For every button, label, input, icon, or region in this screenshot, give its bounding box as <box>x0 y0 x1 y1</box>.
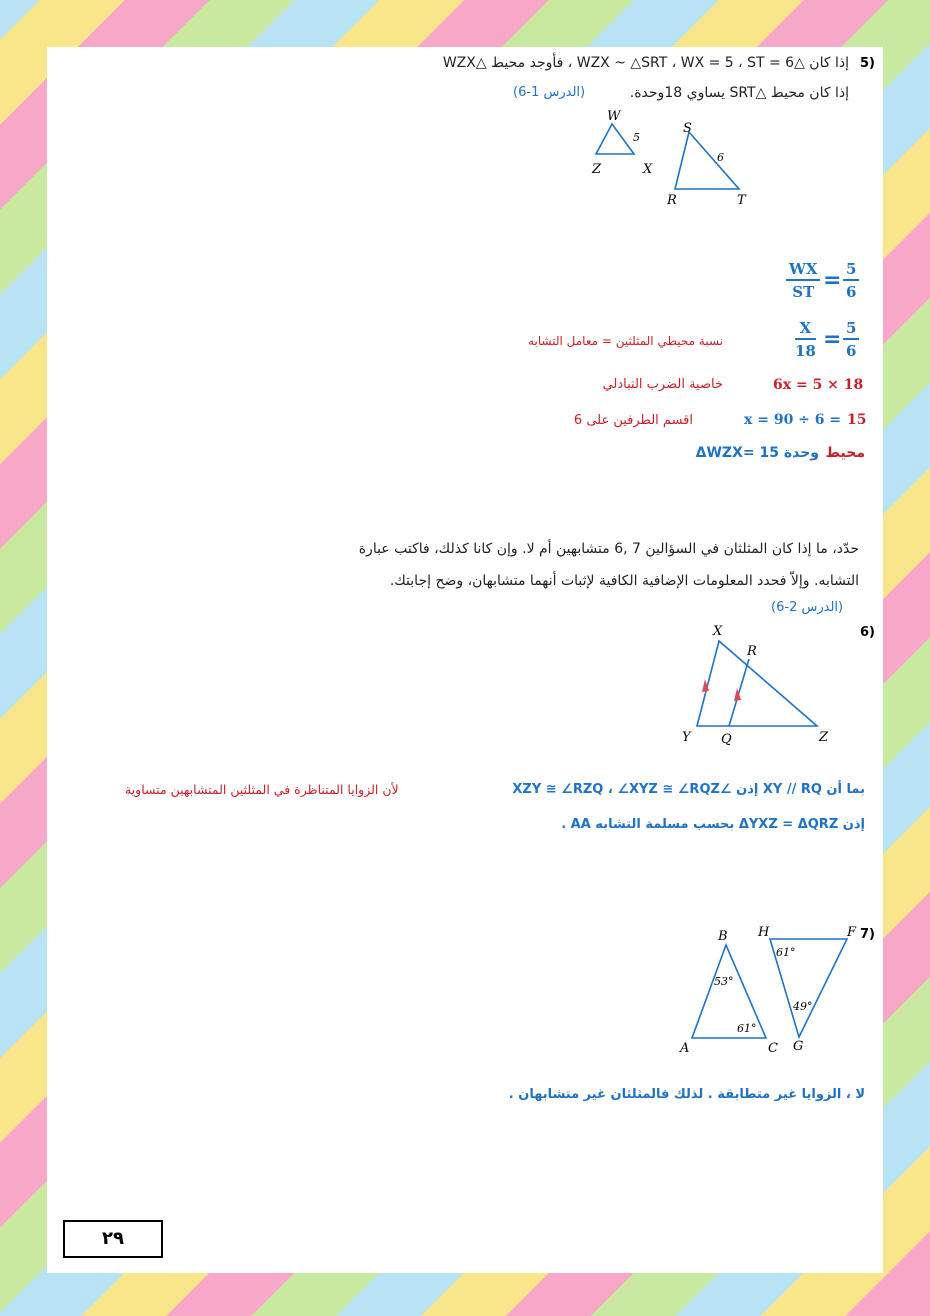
note-perimeter-ratio: نسبة محيطي المثلثين = معامل التشابه <box>528 334 723 348</box>
eq-sign-2: = <box>823 327 842 352</box>
frac-wx: WX <box>786 259 820 281</box>
label-s: S <box>683 121 692 136</box>
frac-18: 18 <box>795 342 816 360</box>
q5-lesson-ref: (الدرس 1-6) <box>513 85 586 100</box>
step-divide: x = 90 ÷ 6 = <box>744 412 842 428</box>
angle-49: 49° <box>793 1000 813 1013</box>
frac-5-6-b <box>843 318 859 362</box>
q5-triangles-figure <box>587 107 807 207</box>
q6-triangle-figure <box>667 619 847 749</box>
q7-number: 7) <box>860 927 875 942</box>
label-x: X <box>643 162 653 177</box>
frac-5-6-a <box>843 259 859 303</box>
label-r: R <box>667 193 677 207</box>
step-divide-value: 15 <box>847 412 867 428</box>
angle-61-c: 61° <box>737 1022 757 1035</box>
label-z: Z <box>592 162 602 177</box>
q7-answer: لا ، الزوايا غير متطابقة . لذلك فالمثلثان غير متشابهان . <box>508 1087 865 1102</box>
frac-6b: 6 <box>846 342 857 360</box>
note-divide: اقسم الطرفين على 6 <box>573 413 693 428</box>
label-x6: X <box>713 624 723 639</box>
frac-x: X <box>795 318 816 340</box>
label-f7: F <box>847 925 857 940</box>
frac-st: ST <box>792 283 815 301</box>
q6-number: 6) <box>860 625 875 640</box>
worksheet-page <box>47 47 883 1273</box>
segment-rq <box>729 659 749 726</box>
intro-line2: التشابه. وإلاّ فحدد المعلومات الإضافية الكافية لإثبات أنهما متشابهان، وضح إجابتك. <box>389 573 859 589</box>
frac-x-18 <box>795 318 816 362</box>
label-z6: Z <box>819 730 829 745</box>
step-cross-multiply: 6x = 5 × 18 <box>773 377 864 393</box>
page-number: ٢٩ <box>63 1220 163 1258</box>
intro-line1: حدّد، ما إذا كان المثلثان في السؤالين 7 ,6 متشابهين أم لا. وإن كانا كذلك، فاكتب عبارة <box>358 541 859 557</box>
eq-sign-1: = <box>823 268 842 293</box>
label-w: W <box>607 109 621 124</box>
q7-triangles-figure <box>667 919 867 1059</box>
triangle-xyz <box>697 641 817 726</box>
label-c7: C <box>768 1041 778 1056</box>
q6-reason-line: بما أن XY // RQ إذن ∠XZY ≅ ∠RZQ ، ∠XYZ ≅ ∠RQZ <box>512 782 865 797</box>
label-y6: Y <box>682 730 691 745</box>
q6-reason-note: لأن الزوايا المتناظرة في المثلثين المتشابهين متساوية <box>125 782 399 797</box>
frac-6: 6 <box>846 283 857 301</box>
q5-number: 5) <box>860 56 875 71</box>
intro-lesson-ref: (الدرس 2-6) <box>771 600 844 615</box>
frac-5: 5 <box>843 259 859 281</box>
triangle-wzx <box>596 124 634 154</box>
answer-perimeter: ΔWZX= 15 وحدة <box>695 445 819 461</box>
triangle-srt <box>675 132 739 189</box>
angle-61-h: 61° <box>776 946 796 959</box>
label-q6: Q <box>721 732 732 747</box>
q5-line1: إذا كان △WZX ~ △SRT ، WX = 5 ، ST = 6 ، فأوجد محيط △WZX <box>442 55 849 71</box>
label-t: T <box>737 193 746 207</box>
q5-line2: إذا كان محيط △SRT يساوي 18وحدة. <box>629 85 849 101</box>
label-h7: H <box>758 925 770 940</box>
q6-conclusion: إذن ΔYXZ = ΔQRZ بحسب مسلمة التشابه AA . <box>561 817 865 832</box>
label-a7: A <box>680 1041 690 1056</box>
label-b7: B <box>718 929 728 944</box>
angle-53: 53° <box>714 975 734 988</box>
label-5: 5 <box>633 131 640 144</box>
answer-label: محيط <box>825 445 865 461</box>
label-6: 6 <box>717 151 724 164</box>
label-g7: G <box>793 1039 804 1054</box>
frac-wx-st <box>786 259 820 303</box>
label-r6: R <box>747 644 757 659</box>
note-cross-multiply: خاصية الضرب التبادلي <box>602 377 723 392</box>
frac-5b: 5 <box>843 318 859 340</box>
